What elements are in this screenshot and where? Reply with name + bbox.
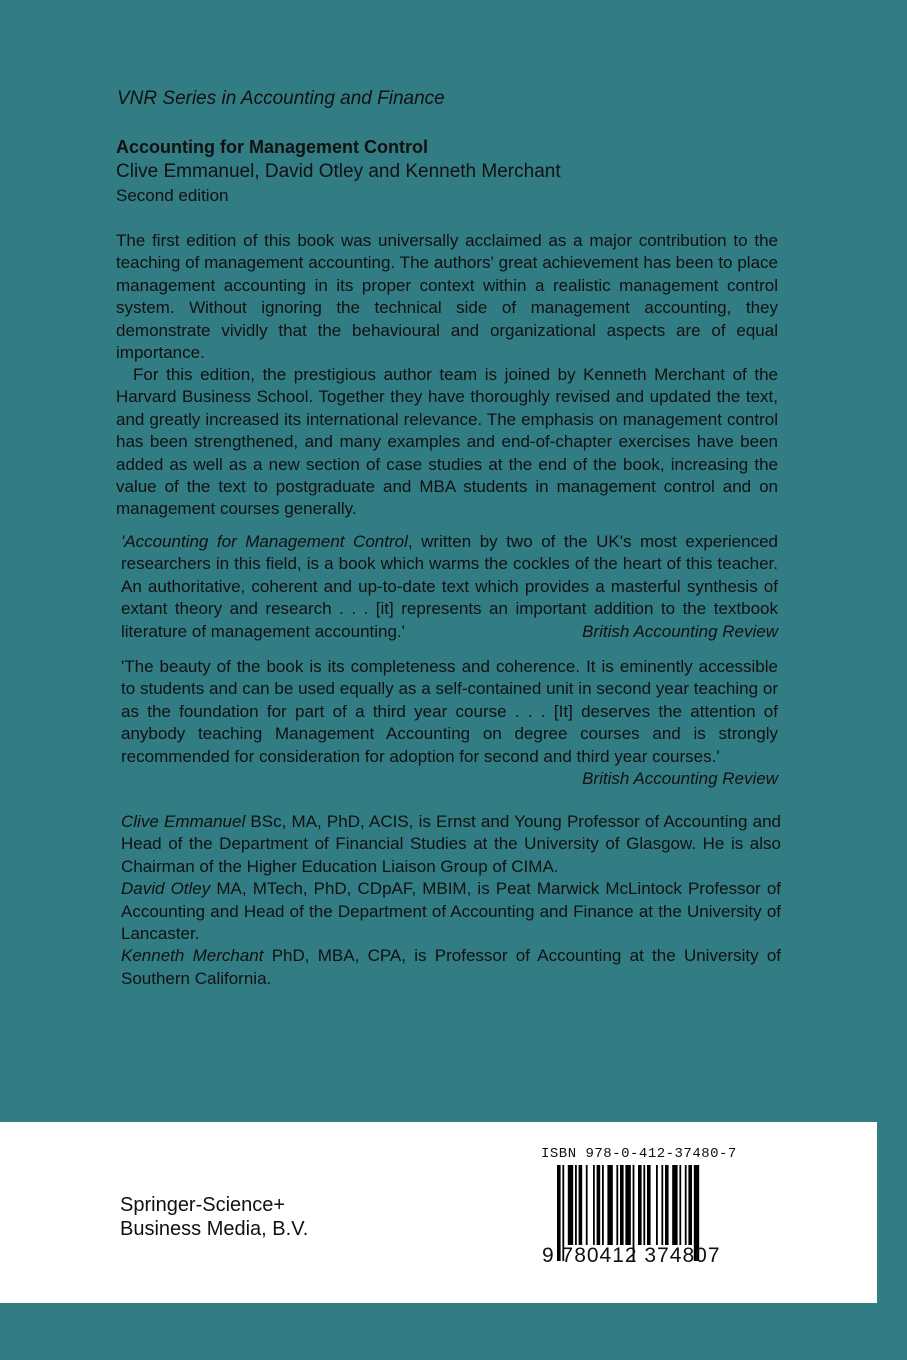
bio-text: PhD, MBA, CPA, is Professor of Accounting at the University of Southern California. [121,946,781,988]
book-title: Accounting for Management Control [116,137,428,157]
publisher-line-2: Business Media, B.V. [120,1218,309,1240]
series-name: VNR Series in Accounting and Finance [117,88,445,109]
description-paragraph-1: The first edition of this book was universally acclaimed as a major contribution to the teaching of management accounting. The authors' great achievement has been to place management accounting in its proper context within a realistic management control system. Without ignoring the technical side of management accounting, they demonstrate vividly that the behavioural and organizational aspects are of equal importance. [116,231,778,363]
bio-name: Kenneth Merchant [121,946,264,966]
bio-otley [121,878,781,945]
bio-emmanuel [121,811,781,878]
book-edition: Second edition [116,186,229,205]
bio-name: David Otley [121,879,211,899]
bio-merchant [121,945,781,990]
author-bios [121,811,781,990]
barcode-number: 9 780412 374807 [542,1244,721,1267]
quote-text: , written by two of the UK's most experienced researchers in this field, is a book which warms the cockles of the heart of this teacher. An authoritative, coherent and up-to-date text which provides a masterful synthesis of extant theory and research . . . [it] represents an important addition to the textbook literature of management accounting.' [121,532,778,641]
bio-text: MA, MTech, PhD, CDpAF, MBIM, is Peat Marwick McLintock Professor of Accounting and Head of the Department of Accounting and Finance at the University of Lancaster. [121,879,781,944]
quote-source: British Accounting Review [582,621,778,641]
review-quote-1 [121,531,778,643]
bio-text: BSc, MA, PhD, ACIS, is Ernst and Young Professor of Accounting and Head of the Department of Financial Studies at the University of Glasgow. He is also Chairman of the Higher Education Liaison Group of CIMA. [121,812,781,876]
quote-source: British Accounting Review [582,769,778,789]
publisher-name [120,1193,308,1241]
book-authors: Clive Emmanuel, David Otley and Kenneth Merchant [116,161,561,182]
bio-name: Clive Emmanuel [121,812,246,831]
publisher-line-1: Springer-Science+ [120,1194,286,1216]
quote-book-title: 'Accounting for Management Control [121,532,408,551]
quote-text: 'The beauty of the book is its completeness and coherence. It is eminently accessible to students and can be used equally as a self-contained unit in second year teaching or as the foundation for part of a third year course . . . [It] deserves the attention of anybody teaching Management Accounting on degree courses and is strongly recommended for consideration for adoption for second and third year courses.' [121,657,778,766]
description-paragraph-2: For this edition, the prestigious author team is joined by Kenneth Merchant of the Harvard Business School. Together they have thoroughly revised and updated the text, and greatly increased its international relevance. The emphasis on management control has been strengthened, and many examples and end-of-chapter exercises have been added as well as a new section of case studies at the end of the book, increasing the value of the text to postgraduate and MBA students in management control and on management courses generally. [116,365,778,519]
isbn-text: ISBN 978-0-412-37480-7 [541,1146,737,1162]
review-quote-2 [121,656,778,790]
